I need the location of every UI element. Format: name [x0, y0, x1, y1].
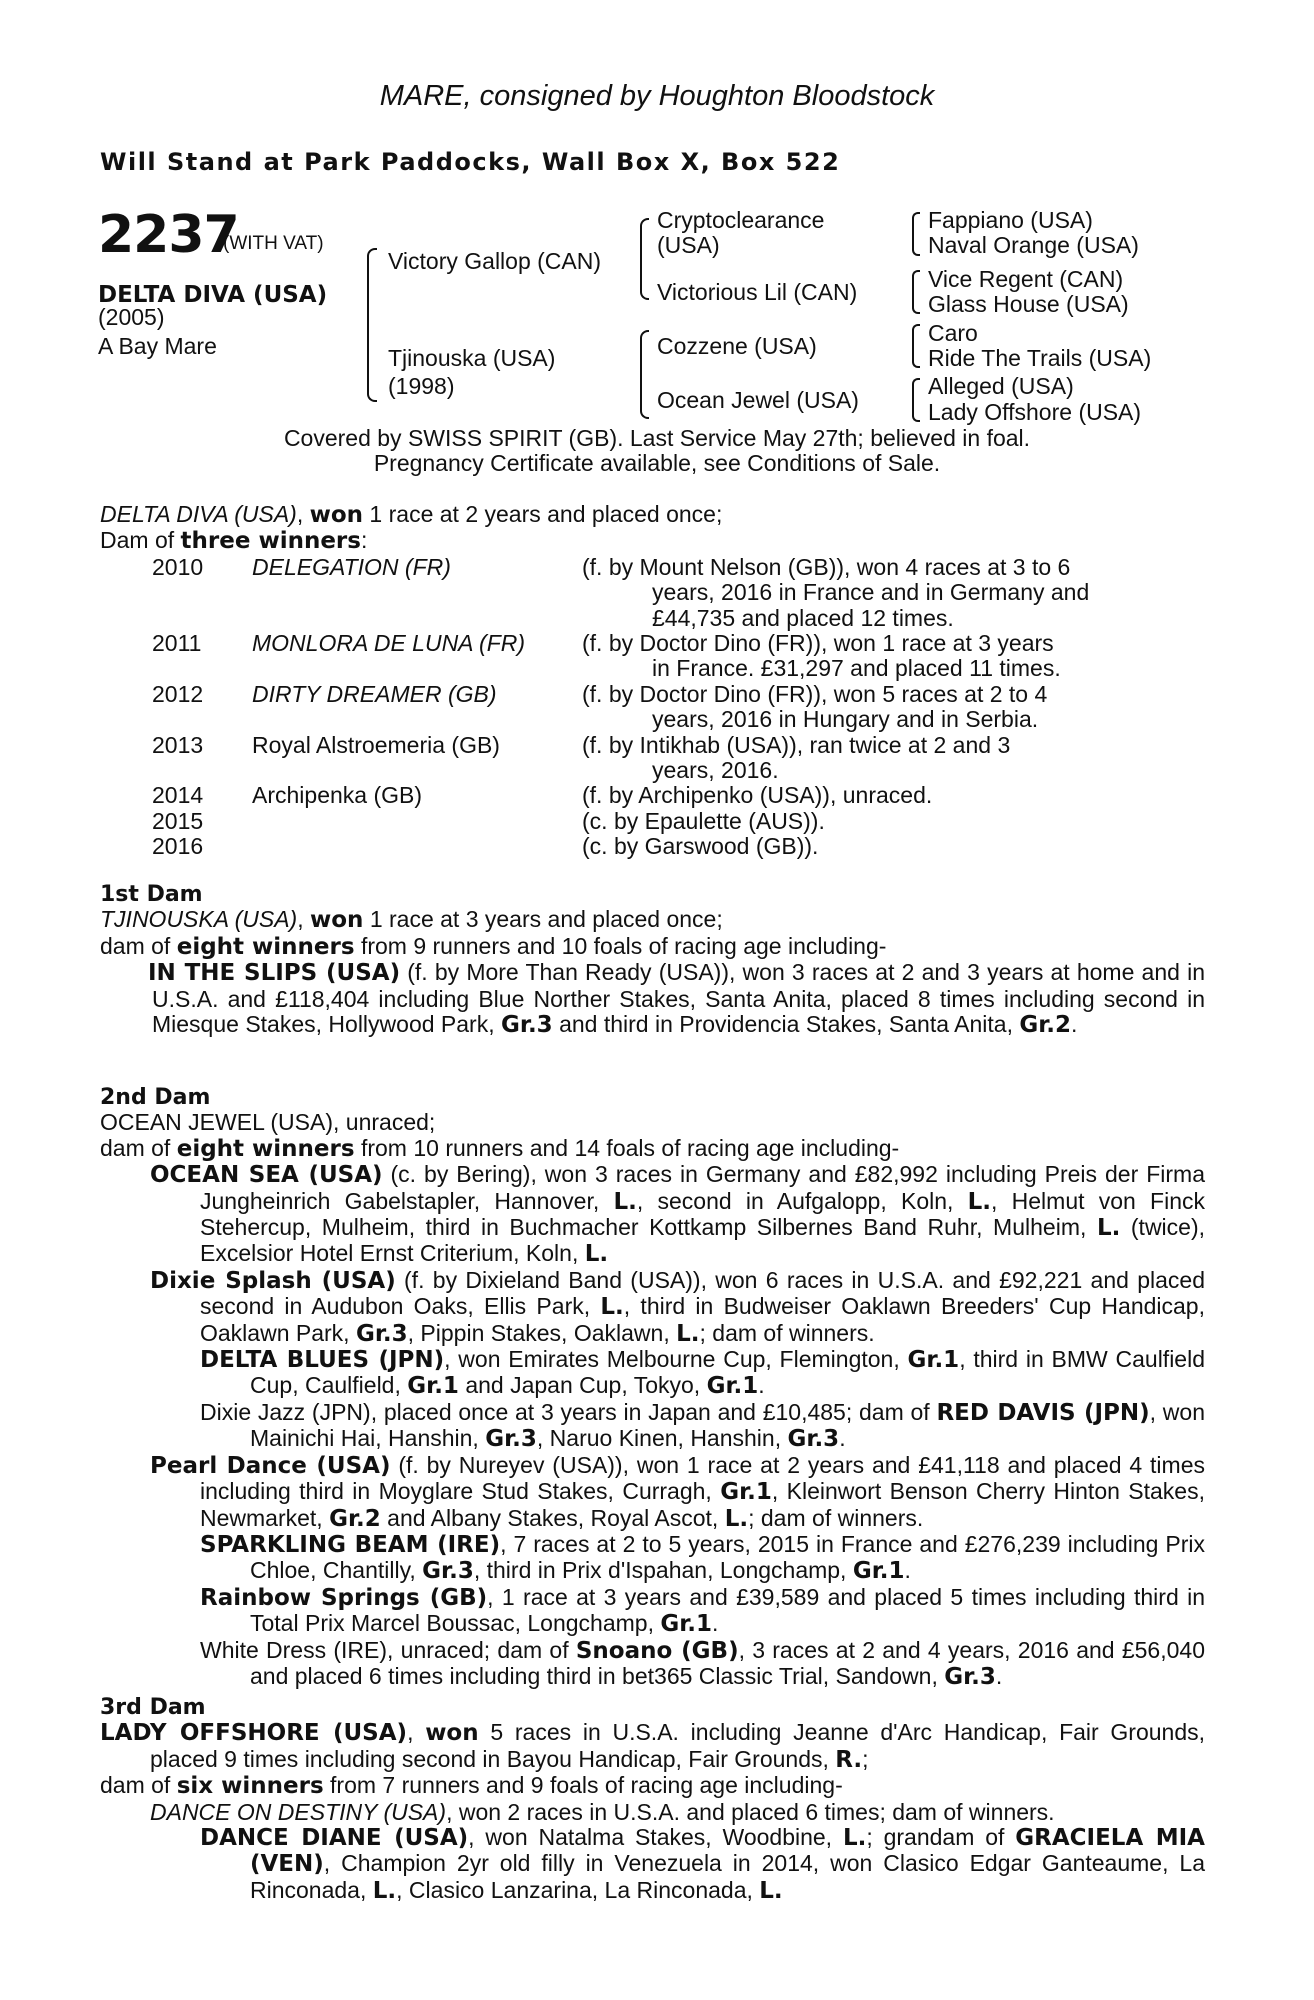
grade-label: L.: [967, 1188, 992, 1215]
dam-of-text: from 9 runners and 10 foals of racing age including-: [354, 932, 887, 959]
produce-text: , Naruo Kinen, Hanshin,: [536, 1425, 788, 1452]
produce-text: , Clasico Lanzarina, La Rinconada,: [396, 1876, 760, 1903]
produce-text: (c. by Bering), won 3 races in Germany and £82,992 including Preis der Firma Jungheinrich Gabelstapler, Hannover,: [200, 1161, 1205, 1214]
produce-details-cont: years, 2016 in France and in Germany and: [652, 579, 1090, 606]
produce-name: Rainbow Springs (GB): [200, 1584, 488, 1611]
second-dam-heading: 2nd Dam: [100, 1085, 211, 1110]
produce-text: , won Emirates Melbourne Cup, Flemington,: [444, 1346, 908, 1373]
produce-text: and third in Providencia Stakes, Santa Anita,: [552, 1011, 1020, 1038]
produce-entry: [100, 1585, 1205, 1638]
dam-of-text: dam of: [100, 932, 177, 959]
pedigree-brace-ds: [912, 324, 920, 368]
produce-name: Pearl Dance (USA): [150, 1452, 391, 1479]
second-dam-dam-of: [100, 1136, 1205, 1162]
grade-label: Gr.1: [660, 1611, 713, 1638]
grade-label: Gr.3: [355, 1320, 408, 1347]
produce-entry: [100, 1638, 1205, 1691]
produce-text: , third in Prix d'Ispahan, Longchamp,: [473, 1557, 853, 1584]
first-dam-heading: 1st Dam: [100, 882, 203, 907]
produce-name: DANCE DIANE (USA): [200, 1825, 469, 1852]
grade-label: Gr.3: [501, 1012, 553, 1039]
produce-text: .: [712, 1610, 719, 1637]
produce-intro-text: 1 race at 2 years and placed once;: [363, 501, 723, 527]
won-word: won: [425, 1720, 479, 1747]
dam-of-text: Dam of: [100, 527, 181, 554]
pedigree-sss: Fappiano (USA): [928, 207, 1093, 233]
third-dam-text: 5 races in U.S.A. including Jeanne d'Arc Handicap, Fair Grounds, placed 9 times including second in Bayou Handicap, Fair Grounds,: [150, 1719, 1206, 1772]
first-dam-intro: TJINOUSKA (USA), won 1 race at 3 years and placed once;: [100, 906, 723, 934]
grade-label: R.: [835, 1746, 863, 1773]
produce-name: DELEGATION (FR): [252, 553, 451, 580]
pedigree-sdd: Glass House (USA): [928, 291, 1129, 317]
produce-text: , Kleinwort Benson Cherry Hinton Stakes, Newmarket,: [200, 1478, 1205, 1531]
produce-year: 2012: [152, 680, 204, 707]
grade-label: L.: [600, 1294, 624, 1321]
grade-label: Gr.1: [720, 1479, 772, 1506]
produce-text: Dixie Jazz (JPN), placed once at 3 years in Japan and £10,485; dam of: [200, 1398, 937, 1425]
produce-text: .: [839, 1425, 846, 1452]
produce-entry: [100, 1268, 1205, 1347]
pedigree-sd: Victorious Lil (CAN): [657, 279, 858, 305]
produce-text: , won 2 races in U.S.A. and placed 6 times; dam of winners.: [446, 1798, 1055, 1825]
third-dam-section: [100, 1695, 1205, 1904]
grade-label: Gr.1: [852, 1558, 905, 1585]
produce-details: (c. by Garswood (GB)).: [582, 833, 819, 860]
produce-name: Dixie Splash (USA): [150, 1267, 396, 1294]
produce-details: (f. by Doctor Dino (FR)), won 5 races at 2 to 4: [582, 680, 1048, 707]
dam-of-text: from 10 runners and 14 foals of racing age including-: [354, 1134, 900, 1161]
third-dam-text: ;: [862, 1745, 869, 1772]
pedigree-brace-dam: [640, 330, 649, 419]
pedigree-dam: Tjinouska (USA): [388, 345, 556, 371]
produce-name: [252, 834, 582, 859]
produce-year: 2015: [152, 807, 204, 834]
third-dam-dam-of: [100, 1773, 1205, 1799]
produce-text: .: [904, 1557, 911, 1584]
dam-of-text: dam of: [100, 1134, 177, 1161]
produce-text: , won Natalma Stakes, Woodbine,: [468, 1824, 843, 1851]
produce-text: and Albany Stakes, Royal Ascot,: [380, 1504, 725, 1531]
produce-text: .: [1071, 1011, 1078, 1038]
grade-label: L.: [676, 1320, 700, 1347]
stand-location: Will Stand at Park Paddocks, Wall Box X, Box 522: [100, 148, 841, 176]
produce-text: and Japan Cup, Tokyo,: [458, 1372, 707, 1399]
pedigree-dsd: Ride The Trails (USA): [928, 345, 1152, 371]
produce-section: [100, 502, 1205, 860]
grade-label: Gr.3: [422, 1558, 474, 1585]
dam-of-text: from 7 runners and 9 foals of racing age including-: [323, 1772, 843, 1799]
grade-label: L.: [759, 1877, 783, 1904]
produce-name: [252, 809, 582, 834]
produce-text: ; dam of winners.: [748, 1504, 924, 1531]
pedigree-dam-year: (1998): [388, 373, 455, 399]
grade-label: Gr.2: [1019, 1012, 1072, 1039]
produce-year: 2010: [152, 553, 204, 580]
produce-name: DELTA BLUES (JPN): [200, 1347, 445, 1374]
produce-details: (f. by Intikhab (USA)), ran twice at 2 and 3: [582, 731, 1011, 758]
produce-text: , 3 races at 2 and 4 years, 2016 and £56,040 and placed 6 times including third in bet365 Classic Trial, Sandown,: [250, 1636, 1205, 1689]
pedigree-dd: Ocean Jewel (USA): [657, 387, 859, 413]
produce-details-cont: in France. £31,297 and placed 11 times.: [652, 655, 1061, 682]
produce-name: GRACIELA MIA (VEN): [250, 1825, 1205, 1878]
pregnancy-line: Pregnancy Certificate available, see Conditions of Sale.: [373, 450, 941, 476]
first-dam-text: 1 race at 3 years and placed once;: [363, 906, 723, 933]
horse-year: (2005): [98, 304, 165, 330]
winners-count: three winners: [180, 528, 361, 555]
produce-name: IN THE SLIPS (USA): [148, 960, 401, 987]
produce-text: , 7 races at 2 to 5 years, 2015 in France and £276,239 including Prix Chloe, Chantilly,: [250, 1530, 1205, 1584]
produce-entry: [100, 1800, 1205, 1825]
produce-list: [100, 555, 1205, 860]
grade-label: Gr.3: [485, 1426, 537, 1453]
produce-dam-of: [100, 528, 1205, 554]
produce-text: White Dress (IRE), unraced; dam of: [200, 1636, 576, 1663]
pedigree-brace-dd: [912, 378, 920, 422]
grade-label: L.: [613, 1188, 637, 1215]
produce-year: 2013: [152, 731, 204, 758]
produce-details: (f. by Mount Nelson (GB)), won 4 races at 3 to 6: [582, 553, 1071, 580]
grade-label: Gr.2: [329, 1505, 381, 1532]
lot-number: 2237: [98, 205, 239, 265]
produce-details-cont: years, 2016 in Hungary and in Serbia.: [652, 706, 1039, 733]
produce-name: Snoano (GB): [575, 1637, 739, 1664]
produce-text: (f. by More Than Ready (USA)), won 3 races at 2 and 3 years at home and in U.S.A. and £118,404 including Blue Norther Stakes, Santa Anita, placed 8 times including second in Miesque Stakes, Hollywood Park,: [152, 959, 1205, 1038]
produce-text: , Helmut von Finck Stehercup, Mulheim, third in Buchmacher Kottkamp Silbernes Band Ruhr, Mulheim,: [200, 1187, 1205, 1241]
pedigree-brace-ss: [912, 212, 920, 256]
won-word: won: [309, 502, 364, 528]
produce-text: , 1 race at 3 years and £39,589 and placed 5 times including third in Total Prix Marcel Boussac, Longchamp,: [250, 1583, 1205, 1637]
produce-text: (f. by Dixieland Band (USA)), won 6 races in U.S.A. and £92,221 and placed second in Audubon Oaks, Ellis Park,: [200, 1266, 1205, 1320]
pedigree-ddd: Lady Offshore (USA): [928, 399, 1142, 425]
pedigree-brace-sire: [640, 218, 649, 300]
produce-name: SPARKLING BEAM (IRE): [200, 1531, 501, 1558]
produce-text: , Pippin Stakes, Oaklawn,: [407, 1319, 677, 1346]
produce-text: , third in BMW Caulfield Cup, Caulfield,: [250, 1346, 1205, 1399]
produce-name: OCEAN SEA (USA): [150, 1162, 383, 1189]
produce-details-cont: years, 2016.: [652, 757, 779, 784]
grade-label: L.: [584, 1241, 609, 1268]
produce-entry: [100, 960, 1205, 1038]
produce-text: , Champion 2yr old filly in Venezuela in 2014, won Clasico Edgar Ganteaume, La Rinconada,: [250, 1850, 1205, 1903]
pedigree-sds: Vice Regent (CAN): [928, 266, 1124, 292]
grade-label: L.: [1096, 1215, 1121, 1242]
pedigree-ss: Cryptoclearance: [657, 207, 825, 233]
produce-text: ; dam of winners.: [699, 1319, 875, 1346]
pedigree-ds: Cozzene (USA): [657, 333, 817, 359]
produce-year: 2014: [152, 782, 204, 809]
pedigree-ss-country: (USA): [657, 232, 720, 258]
pedigree-brace-main: [367, 248, 377, 402]
produce-name: DANCE ON DESTINY (USA): [150, 1798, 447, 1825]
grade-label: L.: [842, 1825, 867, 1852]
produce-name: Royal Alstroemeria (GB): [252, 731, 500, 758]
pedigree-brace-sd: [912, 270, 920, 314]
produce-text: (twice), Excelsior Hotel Ernst Criterium, Koln,: [200, 1214, 1206, 1267]
produce-details: (f. by Archipenko (USA)), unraced.: [582, 782, 933, 809]
dam-of-end: :: [360, 527, 368, 554]
mare-name: DELTA DIVA (USA): [100, 501, 297, 527]
covered-line: Covered by SWISS SPIRIT (GB). Last Service May 27th; believed in foal.: [283, 425, 1031, 451]
vat-note: (WITH VAT): [223, 233, 324, 254]
pedigree-dds: Alleged (USA): [928, 373, 1074, 399]
winners-count: six winners: [176, 1773, 324, 1800]
produce-text: , second in Aufgalopp, Koln,: [636, 1187, 968, 1214]
horse-name: DELTA DIVA (USA): [98, 282, 328, 308]
grade-label: L.: [372, 1877, 397, 1904]
consignor-heading: MARE, consigned by Houghton Bloodstock: [379, 80, 935, 112]
grade-label: Gr.1: [407, 1373, 459, 1400]
dam-of-text: dam of: [100, 1772, 177, 1799]
produce-details: (f. by Doctor Dino (FR)), won 1 race at 3 years: [582, 630, 1054, 657]
second-dam-section: [100, 1085, 1205, 1690]
second-dam-intro: OCEAN JEWEL (USA), unraced;: [100, 1109, 436, 1136]
first-dam-section: [100, 882, 1205, 1038]
produce-text: (f. by Nureyev (USA)), won 1 race at 2 years and £41,118 and placed 4 times including third in Moyglare Stud Stakes, Curragh,: [200, 1451, 1205, 1505]
produce-name: MONLORA DE LUNA (FR): [252, 630, 526, 657]
produce-text: .: [995, 1662, 1003, 1689]
grade-label: Gr.1: [907, 1347, 960, 1374]
produce-entry: [100, 1453, 1205, 1532]
produce-name: DIRTY DREAMER (GB): [252, 680, 497, 707]
grade-label: Gr.1: [706, 1373, 759, 1400]
pedigree-sire: Victory Gallop (CAN): [388, 248, 602, 274]
produce-year: 2016: [152, 833, 204, 860]
first-dam-name: TJINOUSKA (USA): [100, 906, 298, 933]
pedigree-dss: Caro: [928, 320, 978, 346]
produce-name: RED DAVIS (JPN): [936, 1399, 1150, 1426]
produce-details: (c. by Epaulette (AUS)).: [582, 807, 825, 834]
produce-text: , won Mainichi Hai, Hanshin,: [250, 1398, 1205, 1452]
won-word: won: [310, 907, 364, 934]
produce-text: , third in Budweiser Oaklawn Breeders' Cup Handicap, Oaklawn Park,: [200, 1293, 1205, 1346]
produce-name: Archipenka (GB): [252, 782, 423, 809]
produce-entry: [100, 1347, 1205, 1400]
horse-description: A Bay Mare: [98, 333, 217, 359]
produce-intro: DELTA DIVA (USA), won 1 race at 2 years and placed once;: [100, 501, 723, 528]
winners-count: eight winners: [176, 1135, 355, 1162]
produce-text: ; grandam of: [866, 1824, 1016, 1851]
first-dam-dam-of: [100, 934, 1205, 960]
produce-year: 2011: [152, 630, 202, 657]
third-dam-intro: LADY OFFSHORE (USA), won 5 races in U.S.A. including Jeanne d'Arc Handicap, Fair Grounds, placed 9 times including second in Bayou Handicap, Fair Grounds, R.;: [100, 1719, 1206, 1773]
produce-entry: [100, 1825, 1205, 1904]
grade-label: Gr.3: [787, 1426, 840, 1453]
winners-count: eight winners: [176, 933, 355, 960]
pedigree-ssd: Naval Orange (USA): [928, 232, 1139, 258]
produce-details-cont: £44,735 and placed 12 times.: [652, 604, 954, 631]
produce-entry: [100, 1532, 1205, 1585]
produce-entry: [100, 1162, 1205, 1268]
grade-label: L.: [724, 1505, 749, 1532]
third-dam-heading: 3rd Dam: [100, 1695, 206, 1720]
produce-text: .: [758, 1372, 765, 1399]
third-dam-name: LADY OFFSHORE (USA): [100, 1720, 408, 1747]
grade-label: Gr.3: [944, 1663, 996, 1690]
produce-entry: [100, 1400, 1205, 1453]
